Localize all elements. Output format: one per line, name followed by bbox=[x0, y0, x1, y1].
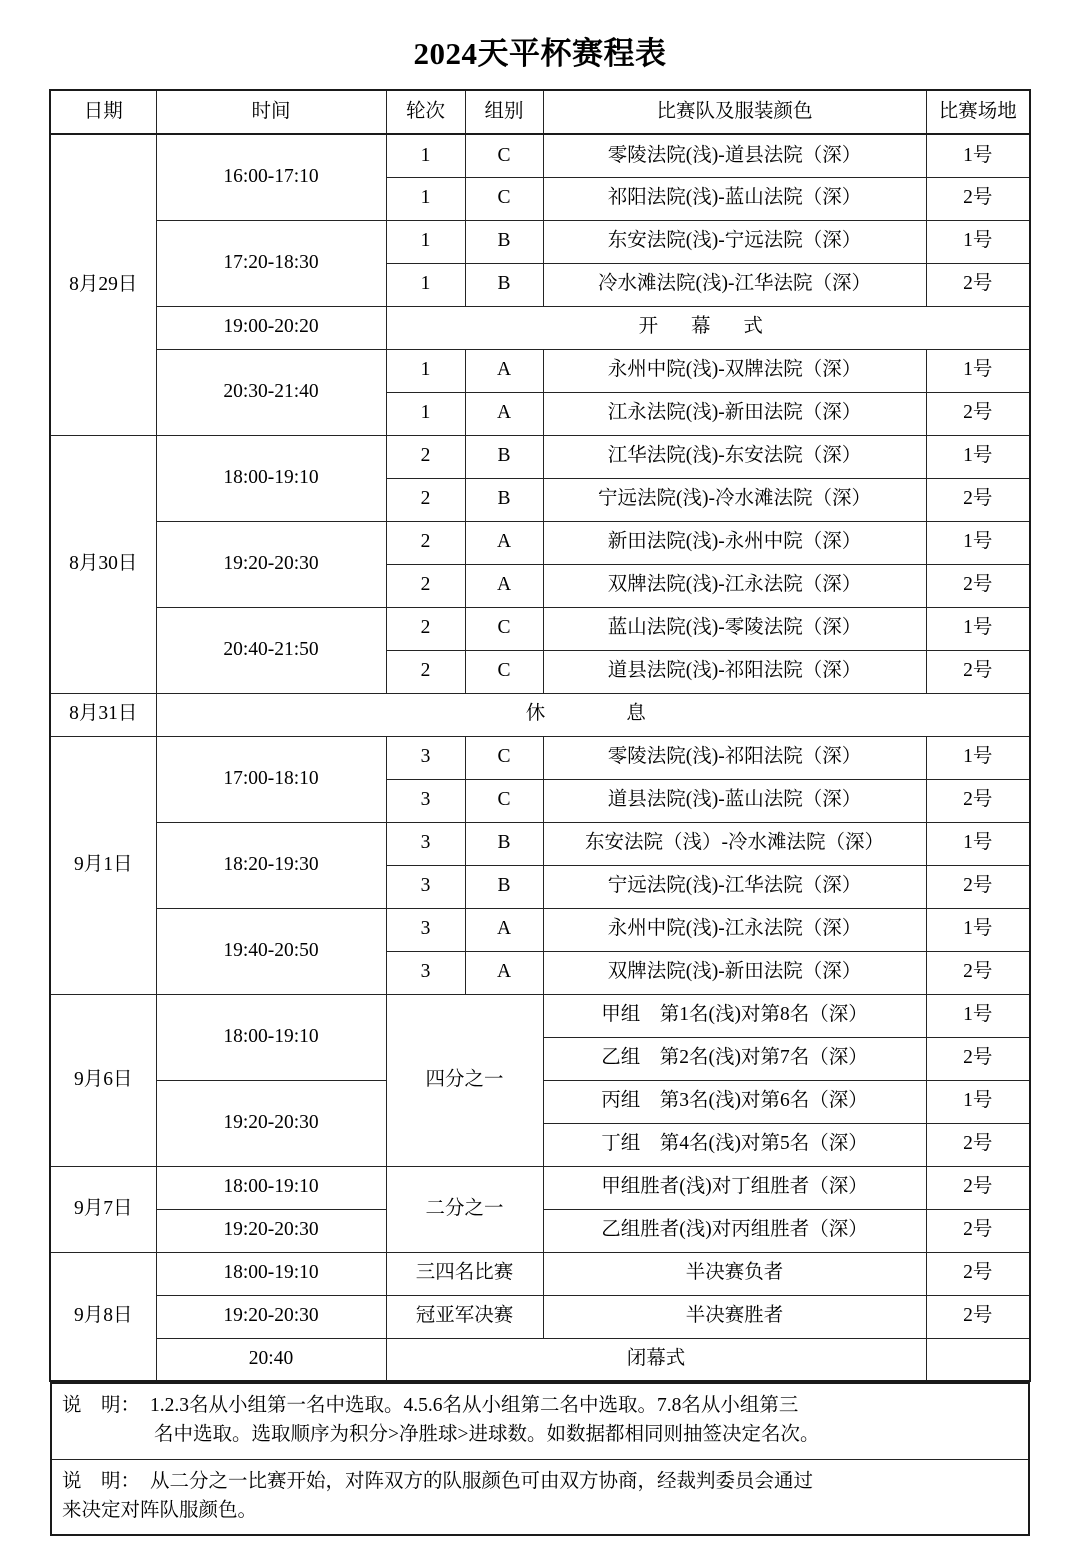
note-label: 说 明： bbox=[62, 1395, 141, 1416]
table-row bbox=[50, 994, 1030, 1037]
venue-cell: 2号 bbox=[926, 1166, 1030, 1209]
venue-cell: 2号 bbox=[926, 650, 1030, 693]
venue-cell: 1号 bbox=[926, 908, 1030, 951]
ceremony-label: 闭幕式 bbox=[386, 1338, 926, 1381]
venue-cell: 2号 bbox=[926, 1037, 1030, 1080]
venue-cell: 2号 bbox=[926, 177, 1030, 220]
table-row bbox=[50, 220, 1030, 263]
table-header bbox=[50, 90, 1030, 134]
teams-cell: 半决赛胜者 bbox=[543, 1295, 926, 1338]
venue-cell: 1号 bbox=[926, 822, 1030, 865]
group-cell: C bbox=[465, 177, 543, 220]
group-cell: A bbox=[465, 392, 543, 435]
teams-cell: 丁组 第4名(浅)对第5名（深） bbox=[543, 1123, 926, 1166]
time-cell: 20:40 bbox=[156, 1338, 386, 1381]
table-row bbox=[50, 908, 1030, 951]
note-line-1: 从二分之一比赛开始，对阵双方的队服颜色可由双方协商，经裁判委员会通过 bbox=[150, 1470, 814, 1492]
teams-cell: 半决赛负者 bbox=[543, 1252, 926, 1295]
round-cell: 3 bbox=[386, 822, 465, 865]
group-cell: B bbox=[465, 478, 543, 521]
date-cell: 8月29日 bbox=[50, 134, 156, 435]
teams-cell: 宁远法院(浅)-冷水滩法院（深） bbox=[543, 478, 926, 521]
round-cell: 3 bbox=[386, 865, 465, 908]
teams-cell: 双牌法院(浅)-江永法院（深） bbox=[543, 564, 926, 607]
table-row bbox=[50, 1252, 1030, 1295]
teams-cell: 道县法院(浅)-祁阳法院（深） bbox=[543, 650, 926, 693]
date-cell: 9月1日 bbox=[50, 736, 156, 994]
time-cell: 20:40-21:50 bbox=[156, 607, 386, 693]
rest-day-label: 休 息 bbox=[156, 693, 1030, 736]
group-cell: C bbox=[465, 779, 543, 822]
venue-cell: 1号 bbox=[926, 435, 1030, 478]
group-cell: C bbox=[465, 134, 543, 177]
round-cell: 2 bbox=[386, 607, 465, 650]
venue-cell: 1号 bbox=[926, 736, 1030, 779]
group-cell: A bbox=[465, 908, 543, 951]
table-row bbox=[50, 1166, 1030, 1209]
teams-cell: 甲组 第1名(浅)对第8名（深） bbox=[543, 994, 926, 1037]
time-cell: 20:30-21:40 bbox=[156, 349, 386, 435]
teams-cell: 宁远法院(浅)-江华法院（深） bbox=[543, 865, 926, 908]
table-row bbox=[50, 1295, 1030, 1338]
table-row bbox=[50, 693, 1030, 736]
note-row bbox=[51, 1383, 1029, 1459]
stage-cell: 四分之一 bbox=[386, 994, 543, 1166]
venue-cell: 2号 bbox=[926, 564, 1030, 607]
round-cell: 3 bbox=[386, 951, 465, 994]
note-cell bbox=[51, 1459, 1029, 1535]
teams-cell: 江华法院(浅)-东安法院（深） bbox=[543, 435, 926, 478]
teams-cell: 东安法院(浅)-宁远法院（深） bbox=[543, 220, 926, 263]
group-cell: C bbox=[465, 607, 543, 650]
round-cell: 3 bbox=[386, 736, 465, 779]
teams-cell: 冷水滩法院(浅)-江华法院（深） bbox=[543, 263, 926, 306]
table-body bbox=[50, 134, 1030, 1381]
notes-body bbox=[51, 1383, 1029, 1535]
table-row bbox=[50, 736, 1030, 779]
table-row bbox=[50, 306, 1030, 349]
header-group: 组别 bbox=[465, 90, 543, 134]
time-cell: 19:20-20:30 bbox=[156, 521, 386, 607]
group-cell: B bbox=[465, 822, 543, 865]
time-cell: 18:00-19:10 bbox=[156, 994, 386, 1080]
time-cell: 18:00-19:10 bbox=[156, 1166, 386, 1209]
venue-cell: 2号 bbox=[926, 951, 1030, 994]
teams-cell: 零陵法院(浅)-道县法院（深） bbox=[543, 134, 926, 177]
table-row bbox=[50, 822, 1030, 865]
round-cell: 2 bbox=[386, 478, 465, 521]
venue-cell: 2号 bbox=[926, 1252, 1030, 1295]
table-row bbox=[50, 1338, 1030, 1381]
date-cell: 9月7日 bbox=[50, 1166, 156, 1252]
round-cell: 1 bbox=[386, 263, 465, 306]
time-cell: 18:00-19:10 bbox=[156, 435, 386, 521]
table-row bbox=[50, 349, 1030, 392]
time-cell: 18:20-19:30 bbox=[156, 822, 386, 908]
round-cell: 1 bbox=[386, 349, 465, 392]
teams-cell: 蓝山法院(浅)-零陵法院（深） bbox=[543, 607, 926, 650]
venue-cell: 2号 bbox=[926, 392, 1030, 435]
teams-cell: 双牌法院(浅)-新田法院（深） bbox=[543, 951, 926, 994]
teams-cell: 甲组胜者(浅)对丁组胜者（深） bbox=[543, 1166, 926, 1209]
stage-cell: 二分之一 bbox=[386, 1166, 543, 1252]
time-cell: 17:00-18:10 bbox=[156, 736, 386, 822]
notes-table bbox=[50, 1382, 1030, 1536]
venue-cell: 2号 bbox=[926, 1209, 1030, 1252]
group-cell: C bbox=[465, 736, 543, 779]
ceremony-label: 开 幕 式 bbox=[386, 306, 1030, 349]
round-cell: 2 bbox=[386, 564, 465, 607]
table-row bbox=[50, 435, 1030, 478]
header-venue: 比赛场地 bbox=[926, 90, 1030, 134]
round-cell: 2 bbox=[386, 435, 465, 478]
group-cell: C bbox=[465, 650, 543, 693]
venue-cell: 2号 bbox=[926, 1123, 1030, 1166]
date-cell: 9月8日 bbox=[50, 1252, 156, 1381]
teams-cell: 东安法院（浅）-冷水滩法院（深） bbox=[543, 822, 926, 865]
note-first-line bbox=[62, 1391, 1018, 1420]
table-row bbox=[50, 134, 1030, 177]
venue-cell: 2号 bbox=[926, 779, 1030, 822]
group-cell: A bbox=[465, 349, 543, 392]
time-cell: 19:00-20:20 bbox=[156, 306, 386, 349]
header-time: 时间 bbox=[156, 90, 386, 134]
stage-cell: 冠亚军决赛 bbox=[386, 1295, 543, 1338]
group-cell: A bbox=[465, 951, 543, 994]
teams-cell: 祁阳法院(浅)-蓝山法院（深） bbox=[543, 177, 926, 220]
note-first-line bbox=[62, 1467, 1018, 1496]
note-line-1: 1.2.3名从小组第一名中选取。4.5.6名从小组第二名中选取。7.8名从小组第三 bbox=[150, 1395, 799, 1416]
note-line-2: 名中选取。选取顺序为积分>净胜球>进球数。如数据都相同则抽签决定名次。 bbox=[154, 1424, 820, 1446]
group-cell: B bbox=[465, 263, 543, 306]
time-cell: 17:20-18:30 bbox=[156, 220, 386, 306]
time-cell: 19:20-20:30 bbox=[156, 1295, 386, 1338]
venue-cell: 1号 bbox=[926, 349, 1030, 392]
time-cell: 18:00-19:10 bbox=[156, 1252, 386, 1295]
note-line-2: 来决定对阵队服颜色。 bbox=[62, 1499, 258, 1521]
round-cell: 1 bbox=[386, 134, 465, 177]
group-cell: B bbox=[465, 865, 543, 908]
note-label: 说 明： bbox=[62, 1470, 141, 1492]
teams-cell: 丙组 第3名(浅)对第6名（深） bbox=[543, 1080, 926, 1123]
round-cell: 1 bbox=[386, 220, 465, 263]
venue-cell: 2号 bbox=[926, 865, 1030, 908]
venue-cell: 2号 bbox=[926, 263, 1030, 306]
header-round: 轮次 bbox=[386, 90, 465, 134]
page-title: 2024天平杯赛程表 bbox=[413, 36, 667, 71]
teams-cell: 零陵法院(浅)-祁阳法院（深） bbox=[543, 736, 926, 779]
table-row bbox=[50, 607, 1030, 650]
teams-cell: 乙组 第2名(浅)对第7名（深） bbox=[543, 1037, 926, 1080]
venue-cell: 1号 bbox=[926, 521, 1030, 564]
venue-cell: 1号 bbox=[926, 134, 1030, 177]
group-cell: B bbox=[465, 220, 543, 263]
round-cell: 3 bbox=[386, 908, 465, 951]
note-cell bbox=[51, 1383, 1029, 1459]
round-cell: 1 bbox=[386, 177, 465, 220]
round-cell: 1 bbox=[386, 392, 465, 435]
teams-cell: 永州中院(浅)-江永法院（深） bbox=[543, 908, 926, 951]
time-cell: 19:40-20:50 bbox=[156, 908, 386, 994]
teams-cell: 乙组胜者(浅)对丙组胜者（深） bbox=[543, 1209, 926, 1252]
teams-cell: 道县法院(浅)-蓝山法院（深） bbox=[543, 779, 926, 822]
schedule-table bbox=[49, 89, 1031, 1382]
time-cell: 19:20-20:30 bbox=[156, 1080, 386, 1166]
teams-cell: 江永法院(浅)-新田法院（深） bbox=[543, 392, 926, 435]
date-cell: 8月31日 bbox=[50, 693, 156, 736]
venue-cell: 2号 bbox=[926, 1295, 1030, 1338]
venue-cell: 1号 bbox=[926, 1080, 1030, 1123]
header-date: 日期 bbox=[50, 90, 156, 134]
teams-cell: 永州中院(浅)-双牌法院（深） bbox=[543, 349, 926, 392]
group-cell: A bbox=[465, 564, 543, 607]
venue-cell: 1号 bbox=[926, 607, 1030, 650]
teams-cell: 新田法院(浅)-永州中院（深） bbox=[543, 521, 926, 564]
venue-cell: 1号 bbox=[926, 220, 1030, 263]
venue-cell: 1号 bbox=[926, 994, 1030, 1037]
venue-cell: 2号 bbox=[926, 478, 1030, 521]
round-cell: 3 bbox=[386, 779, 465, 822]
group-cell: B bbox=[465, 435, 543, 478]
group-cell: A bbox=[465, 521, 543, 564]
date-cell: 9月6日 bbox=[50, 994, 156, 1166]
date-cell: 8月30日 bbox=[50, 435, 156, 693]
note-row bbox=[51, 1459, 1029, 1535]
round-cell: 2 bbox=[386, 521, 465, 564]
venue-cell bbox=[926, 1338, 1030, 1381]
table-row bbox=[50, 521, 1030, 564]
round-cell: 2 bbox=[386, 650, 465, 693]
stage-cell: 三四名比赛 bbox=[386, 1252, 543, 1295]
header-teams: 比赛队及服装颜色 bbox=[543, 90, 926, 134]
header-row bbox=[50, 90, 1030, 134]
time-cell: 19:20-20:30 bbox=[156, 1209, 386, 1252]
time-cell: 16:00-17:10 bbox=[156, 134, 386, 220]
